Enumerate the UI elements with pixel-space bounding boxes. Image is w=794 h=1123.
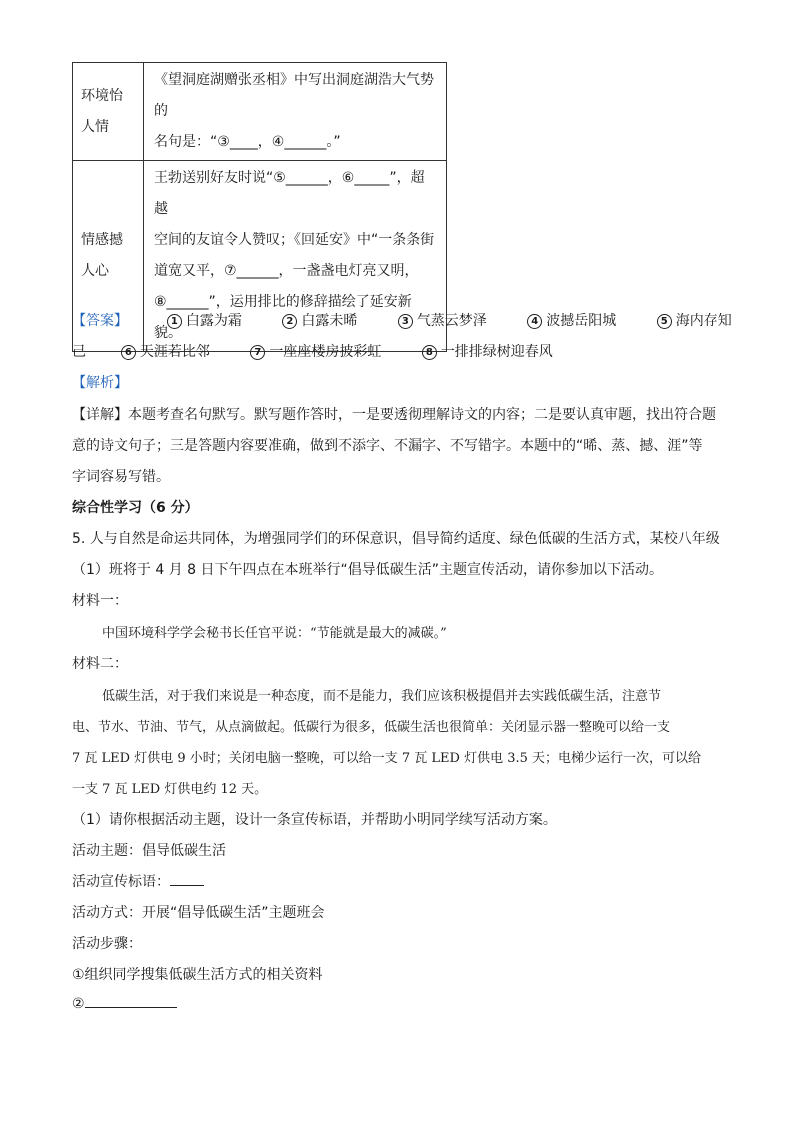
slogan-label: 活动宣传标语： bbox=[72, 874, 170, 890]
material2-line: 7 瓦 LED 灯供电 9 小时；关闭电脑一整晚，可以给一支 7 瓦 LED 灯供电 3.5 天；电梯少运行一次，可以给 bbox=[72, 751, 702, 766]
section-title: 综合性学习（6 分） bbox=[72, 500, 199, 516]
analysis-line: 【详解】本题考查名句默写。默写题作答时，一是要透彻理解诗文的内容；二是要认真审题，找出符合题 bbox=[72, 407, 716, 423]
answer-item bbox=[422, 344, 553, 360]
poem-table bbox=[72, 62, 447, 352]
analysis-tag: 【解析】 bbox=[72, 375, 128, 391]
step-line bbox=[72, 995, 177, 1012]
answer-text: 天涯若比邻 bbox=[139, 344, 210, 360]
answer-item bbox=[527, 313, 616, 329]
answer-tag: 【答案】 bbox=[72, 313, 128, 329]
slogan-answer-blank[interactable] bbox=[170, 873, 204, 886]
answer-text: 波撼岳阳城 bbox=[546, 313, 617, 329]
steps-label: 活动步骤： bbox=[72, 936, 142, 952]
content-line: 道宽又平，⑦______，一盏盏电灯亮又明， bbox=[154, 263, 419, 279]
answer-text: 气蒸云梦泽 bbox=[416, 313, 487, 329]
category-line: 情感撼 bbox=[81, 232, 123, 248]
table-content-cell bbox=[144, 63, 447, 161]
answer-line-1 bbox=[72, 310, 732, 330]
question-line: 5. 人与自然是命运共同体，为增强同学们的环保意识，倡导简约适度、绿色低碳的生活方式，某校八年级 bbox=[72, 531, 720, 547]
answer-text: 一排排绿树迎春风 bbox=[440, 344, 553, 360]
circle-number: 1 bbox=[167, 314, 182, 329]
answer-text: 白露为霜 bbox=[185, 313, 242, 329]
answer-text: 白露未晞 bbox=[301, 313, 358, 329]
material2-line: 一支 7 瓦 LED 灯供电约 12 天。 bbox=[72, 782, 268, 797]
answer-item bbox=[282, 313, 357, 329]
analysis-line: 意的诗文句子；三是答题内容要准确，做到不添字、不漏字、不写错字。本题中的“晞、蒸、撼、涯”等 bbox=[72, 438, 703, 454]
step-line: ①组织同学搜集低碳生活方式的相关资料 bbox=[72, 967, 323, 983]
circle-number: 8 bbox=[422, 345, 437, 360]
answer-continuation: 己 bbox=[72, 344, 86, 360]
answer-item bbox=[121, 344, 210, 360]
material2-label: 材料二： bbox=[72, 656, 128, 672]
step2-answer-blank[interactable] bbox=[85, 995, 177, 1008]
circle-number: 7 bbox=[250, 345, 265, 360]
category-line: 人心 bbox=[81, 263, 109, 279]
answer-item bbox=[167, 313, 242, 329]
material1-label: 材料一： bbox=[72, 593, 128, 609]
slogan-line bbox=[72, 871, 204, 891]
category-line: 环境怡 bbox=[81, 87, 123, 104]
answer-line-2 bbox=[72, 341, 553, 361]
content-line: 《望洞庭湖赠张丞相》中写出洞庭湖浩大气势的 bbox=[154, 72, 434, 119]
answer-item bbox=[657, 313, 732, 329]
task-line: （1）请你根据活动主题，设计一条宣传标语，并帮助小明同学续写活动方案。 bbox=[72, 812, 557, 828]
circle-number: 5 bbox=[657, 314, 672, 329]
content-line: 名句是：“③____，④______。” bbox=[154, 134, 341, 150]
category-line: 人情 bbox=[81, 118, 109, 135]
material1-text: 中国环境科学学会秘书长任官平说：“节能就是最大的减碳。” bbox=[102, 626, 447, 641]
circle-number: 3 bbox=[398, 314, 413, 329]
table-row bbox=[73, 63, 447, 161]
answer-text: 一座座楼房披彩虹 bbox=[269, 344, 382, 360]
answer-item bbox=[250, 344, 381, 360]
material2-line: 低碳生活，对于我们来说是一种态度，而不是能力，我们应该积极提倡并去实践低碳生活，注意节 bbox=[102, 689, 662, 704]
theme-line: 活动主题：倡导低碳生活 bbox=[72, 843, 226, 859]
question-line: （1）班将于 4 月 8 日下午四点在本班举行“倡导低碳生活”主题宣传活动，请你参加以下活动。 bbox=[72, 562, 664, 578]
step2-label: ② bbox=[72, 996, 85, 1012]
circle-number: 4 bbox=[527, 314, 542, 329]
circle-number: 2 bbox=[282, 314, 297, 329]
analysis-line: 字词容易写错。 bbox=[72, 469, 170, 485]
answer-item bbox=[398, 313, 487, 329]
material2-line: 电、节水、节油、节气，从点滴做起。低碳行为很多，低碳生活也很简单：关闭显示器一整晚可以给一支 bbox=[72, 720, 671, 735]
method-line: 活动方式：开展“倡导低碳生活”主题班会 bbox=[72, 905, 325, 921]
content-line: 空间的友谊令人赞叹；《回延安》中“一条条街 bbox=[154, 232, 435, 248]
content-line: ⑧______”，运用排比的修辞描绘了延安新貌。 bbox=[154, 294, 412, 341]
content-line: 王勃送别好友时说“⑤______，⑥_____”，超越 bbox=[154, 170, 425, 217]
circle-number: 6 bbox=[121, 345, 136, 360]
table-category-cell bbox=[73, 63, 144, 161]
answer-text: 海内存知 bbox=[675, 313, 732, 329]
